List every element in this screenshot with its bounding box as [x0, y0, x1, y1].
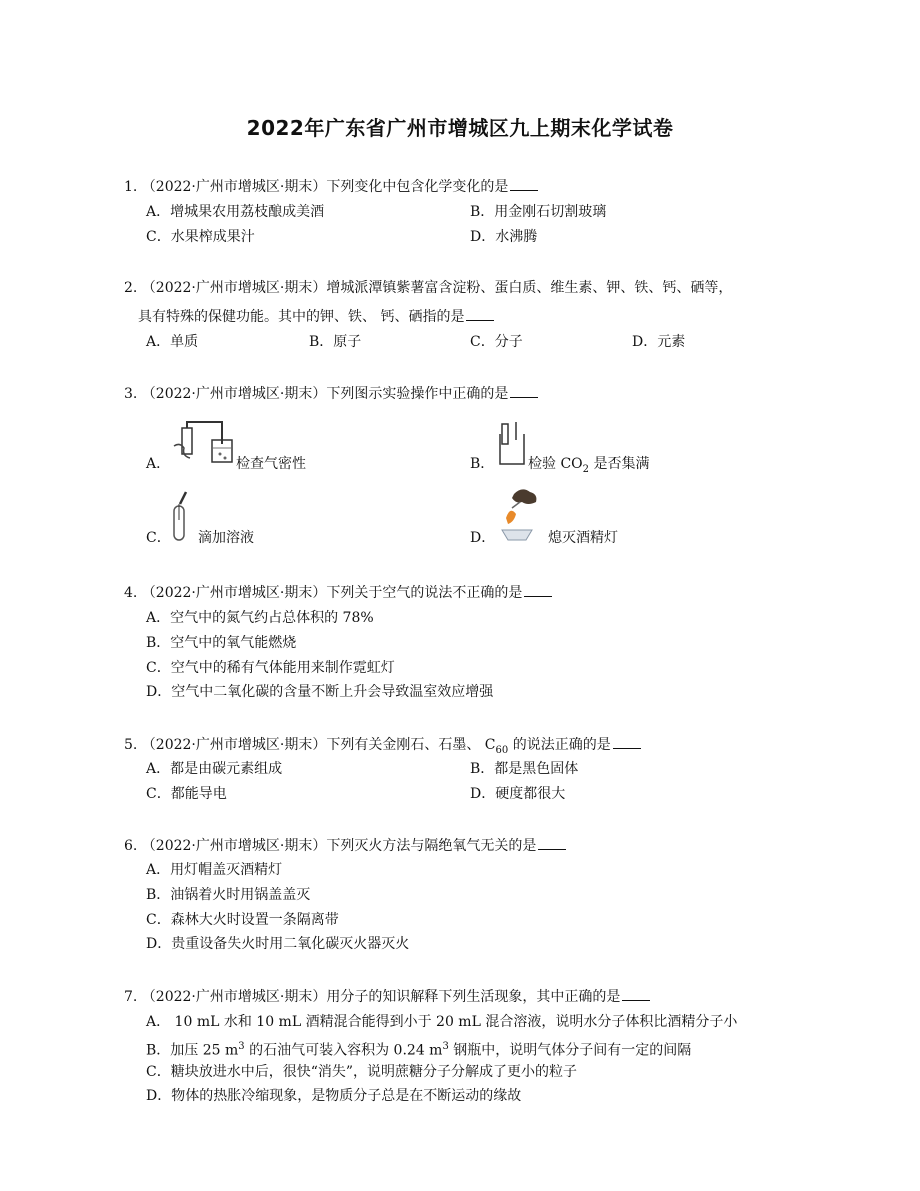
q5-option-a: A．都是由碳元素组成 [146, 761, 283, 777]
q7-option-b: B．加压 25 $m^3$ 的石油气可装入容积为 0.24 $m^3$ 钢瓶中，说明气体分子间有一定的间隔 [146, 1041, 692, 1059]
q7-option-d: D．物体的热胀冷缩现象，是物质分子总是在不断运动的缘故 [146, 1088, 522, 1104]
q5-option-b: B．都是黑色固体 [470, 761, 579, 777]
q3-option-a-text: 检查气密性 [236, 456, 306, 472]
q1-option-d: D．水沸腾 [470, 229, 538, 245]
answer-blank[interactable] [524, 582, 552, 597]
q2-stem: 2. （2022·广州市增城区·期末）增城派潭镇紫薯富含淀粉、蛋白质、维生素、钾、铁、钙、硒等， [124, 280, 733, 296]
q2-option-b: B．原子 [309, 334, 362, 350]
answer-blank[interactable] [466, 306, 494, 321]
q5-stem: 5. （2022·广州市增城区·期末）下列有关金刚石、石墨、 $C_{60}$ 的说法正确的是 [124, 734, 641, 761]
page-title: 2022年广东省广州市增城区九上期末化学试卷 [246, 116, 674, 140]
q1-stem: 1. （2022·广州市增城区·期末）下列变化中包含化学变化的是 [124, 176, 538, 197]
q3-option-a-label: A． [146, 456, 171, 472]
q3-option-d-text: 熄灭酒精灯 [548, 530, 618, 546]
q1-option-b: B．用金刚石切割玻璃 [470, 204, 607, 220]
airtight-check-illustration [170, 418, 238, 468]
answer-blank[interactable] [538, 835, 566, 850]
q3-option-b-label: B． [470, 456, 495, 472]
q6-stem: 6. （2022·广州市增城区·期末）下列灭火方法与隔绝氧气无关的是 [124, 835, 566, 856]
q2-option-a: A．单质 [146, 334, 199, 350]
alcohol-lamp-illustration [492, 484, 546, 546]
q1-option-c: C．水果榨成果汁 [146, 229, 255, 245]
q2-option-c: C．分子 [470, 334, 523, 350]
q7-stem: 7. （2022·广州市增城区·期末）用分子的知识解释下列生活现象，其中正确的是 [124, 986, 650, 1007]
answer-blank[interactable] [613, 734, 641, 749]
q3-option-d-label: D． [470, 530, 496, 546]
q4-option-a: A．空气中的氮气约占总体积的 78% [146, 610, 374, 626]
q6-option-d: D．贵重设备失火时用二氧化碳灭火器灭火 [146, 936, 410, 952]
q3-option-b-text: 检验 $CO_2$ 是否集满 [528, 456, 650, 475]
q6-option-a: A．用灯帽盖灭酒精灯 [146, 862, 283, 878]
q5-option-d: D．硬度都很大 [470, 786, 566, 802]
q3-stem: 3. （2022·广州市增城区·期末）下列图示实验操作中正确的是 [124, 383, 538, 404]
q4-option-b: B．空气中的氧气能燃烧 [146, 635, 297, 651]
q3-option-c-text: 滴加溶液 [198, 530, 254, 546]
answer-blank[interactable] [510, 176, 538, 191]
q3-option-c-label: C． [146, 530, 171, 546]
q5-option-c: C．都能导电 [146, 786, 227, 802]
q7-option-a: A． 10 mL 水和 10 mL 酒精混合能得到小于 20 mL 混合溶液，说明水分子体积比酒精分子小 [146, 1014, 738, 1030]
q4-option-d: D．空气中二氧化碳的含量不断上升会导致温室效应增强 [146, 684, 494, 700]
answer-blank[interactable] [510, 383, 538, 398]
gas-bottle-illustration [494, 420, 530, 468]
q7-option-c: C．糖块放进水中后，很快“消失”，说明蔗糖分子分解成了更小的粒子 [146, 1064, 578, 1080]
answer-blank[interactable] [622, 986, 650, 1001]
q6-option-b: B．油锅着火时用锅盖盖灭 [146, 887, 311, 903]
dropper-illustration [168, 490, 198, 546]
q4-option-c: C．空气中的稀有气体能用来制作霓虹灯 [146, 660, 395, 676]
q2-option-d: D．元素 [632, 334, 686, 350]
q6-option-c: C．森林大火时设置一条隔离带 [146, 912, 339, 928]
q4-stem: 4. （2022·广州市增城区·期末）下列关于空气的说法不正确的是 [124, 582, 552, 603]
q1-option-a: A．增城果农用荔枝酿成美酒 [146, 204, 325, 220]
q2-stem-cont: 具有特殊的保健功能。其中的钾、铁、 钙、硒指的是 [138, 306, 494, 327]
